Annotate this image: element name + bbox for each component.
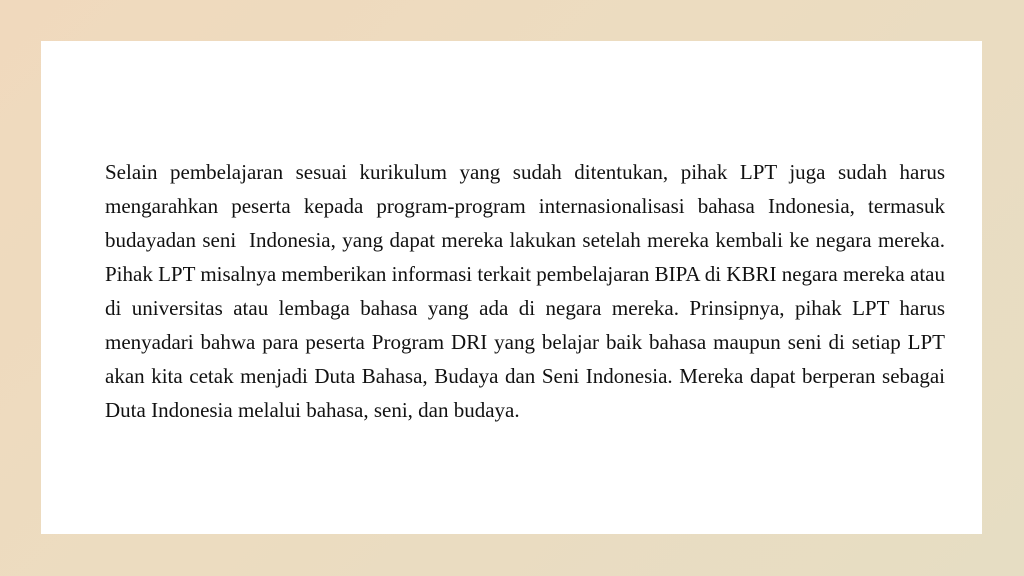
body-paragraph: Selain pembelajaran sesuai kurikulum yang sudah ditentukan, pihak LPT juga sudah harus mengarahkan peserta kepada program-program internasionalisasi bahasa Indonesia, termasuk budayadan seni Indonesia, yang dapat mereka lakukan setelah mereka kembali ke negara mereka. Pihak LPT misalnya memberikan informasi terkait pembelajaran BIPA di KBRI negara mereka atau di universitas atau lembaga bahasa yang ada di negara mereka. Prinsipnya, pihak LPT harus menyadari bahwa para peserta Program DRI yang belajar baik bahasa maupun seni di setiap LPT akan kita cetak menjadi Duta Bahasa, Budaya dan Seni Indonesia. Mereka dapat berperan sebagai Duta Indonesia melalui bahasa, seni, dan budaya. bbox=[105, 160, 951, 422]
slide-card bbox=[41, 41, 982, 534]
